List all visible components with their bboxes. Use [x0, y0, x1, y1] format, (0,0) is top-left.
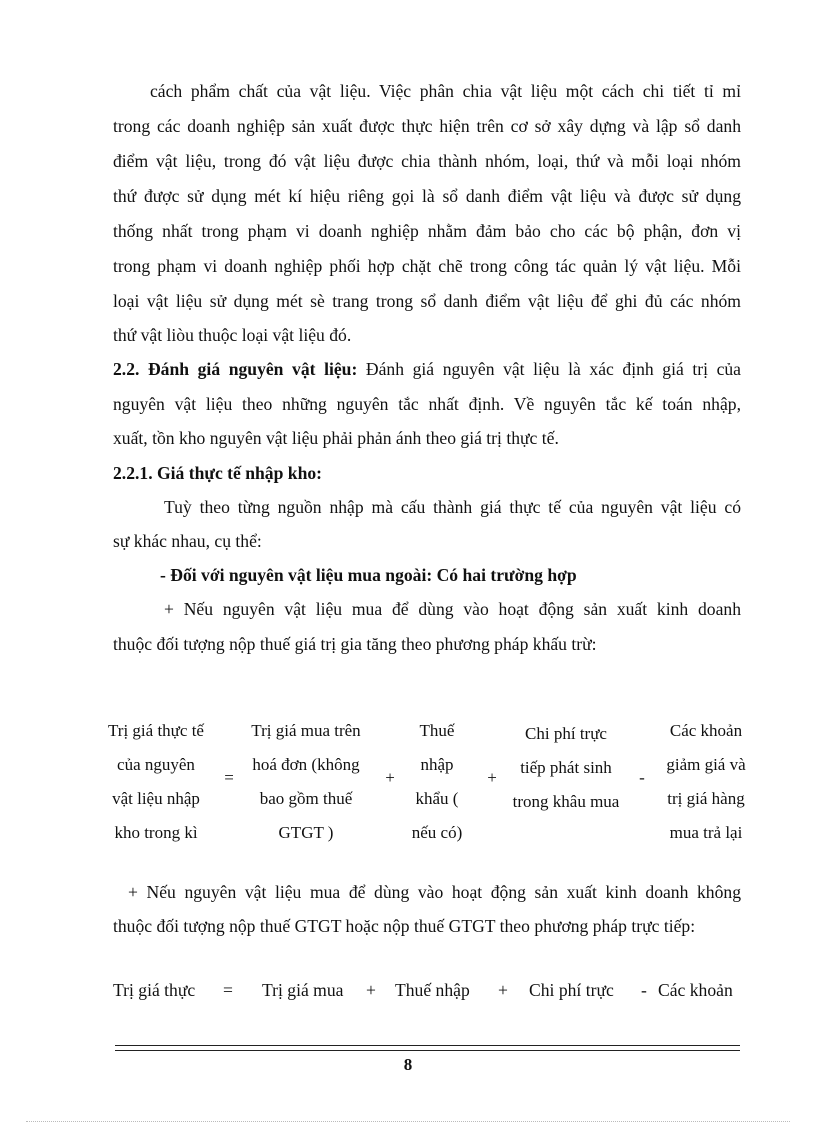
- equals-sign: =: [223, 980, 233, 1000]
- section-2-2-line: [113, 357, 741, 381]
- section-text: Đánh giá nguyên vật liệu là xác định giá trị của: [357, 359, 741, 379]
- footer-rule: [115, 1045, 740, 1046]
- paragraph-line: sự khác nhau, cụ thể:: [113, 531, 262, 551]
- paragraph-line: loại vật liệu sử dụng mét sè trang trong sổ danh điểm vật liệu để ghi đủ các nhóm: [113, 291, 741, 311]
- page-boundary: [26, 1121, 790, 1122]
- section-heading: 2.2.1. Giá thực tế nhập kho:: [113, 463, 323, 483]
- minus-sign: -: [639, 768, 645, 787]
- formula-term: Trị giá thực tế của nguyên vật liệu nhập kho trong kì: [108, 721, 204, 842]
- case-label: - Đối với nguyên vật liệu mua ngoài: Có hai trường hợp: [160, 565, 577, 585]
- paragraph-line: + Nếu nguyên vật liệu mua để dùng vào hoạt động sản xuất kinh doanh không: [128, 882, 741, 902]
- formula-term: Thuế nhập khẩu ( nếu có): [411, 721, 463, 842]
- formula-term: Thuế nhập: [395, 980, 470, 1000]
- paragraph-line: cách phẩm chất của vật liệu. Việc phân chia vật liệu một cách chi tiết tỉ mỉ: [150, 81, 741, 101]
- paragraph-line: trong các doanh nghiệp sản xuất được thực hiện trên cơ sở xây dựng và lập sổ danh: [113, 116, 741, 136]
- plus-sign: +: [366, 980, 376, 1000]
- section-heading: 2.2. Đánh giá nguyên vật liệu:: [113, 359, 358, 379]
- page-number: 8: [403, 1055, 413, 1074]
- footer-rule: [115, 1050, 740, 1051]
- paragraph-line: + Nếu nguyên vật liệu mua để dùng vào hoạt động sản xuất kinh doanh: [164, 599, 741, 619]
- minus-sign: -: [641, 980, 647, 1000]
- paragraph-line: điểm vật liệu, trong đó vật liệu được chia thành nhóm, loại, thứ và mỗi loại nhóm: [113, 151, 741, 171]
- formula-term: Các khoản: [658, 980, 733, 1000]
- formula-term: Trị giá mua: [262, 980, 344, 1000]
- formula-term: Trị giá mua trên hoá đơn (không bao gồm thuế GTGT ): [251, 721, 361, 842]
- paragraph-line: thuộc đối tượng nộp thuế GTGT hoặc nộp thuế GTGT theo phương pháp trực tiếp:: [113, 916, 696, 936]
- formula-term: Trị giá thực: [113, 980, 196, 1000]
- plus-sign: +: [385, 768, 395, 787]
- paragraph-line: xuất, tồn kho nguyên vật liệu phải phản ánh theo giá trị thực tế.: [113, 428, 559, 448]
- equals-sign: =: [224, 768, 234, 787]
- plus-sign: +: [487, 768, 497, 787]
- paragraph-line: thứ vật liòu thuộc loại vật liệu đó.: [113, 325, 352, 345]
- formula-term: Chi phí trực: [529, 980, 614, 1000]
- formula-term: Chi phí trực tiếp phát sinh trong khâu mua: [512, 724, 620, 811]
- plus-sign: +: [498, 980, 508, 1000]
- paragraph-line: nguyên vật liệu theo những nguyên tắc nhất định. Về nguyên tắc kế toán nhập,: [113, 394, 741, 414]
- paragraph-line: thứ được sử dụng mét kí hiệu riêng gọi là sổ danh điểm vật liệu và được sử dụng: [113, 186, 741, 206]
- formula-term: Các khoản giảm giá và trị giá hàng mua trả lại: [666, 721, 746, 842]
- paragraph-line: thống nhất trong phạm vi doanh nghiệp nhằm đảm bảo cho các bộ phận, đơn vị: [113, 221, 741, 241]
- paragraph-line: trong phạm vi doanh nghiệp phối hợp chặt chẽ trong công tác quản lý vật liệu. Mỗi: [113, 256, 741, 276]
- paragraph-line: thuộc đối tượng nộp thuế giá trị gia tăng theo phương pháp khấu trừ:: [113, 634, 597, 654]
- paragraph-line: Tuỳ theo từng nguồn nhập mà cấu thành giá thực tế của nguyên vật liệu có: [164, 497, 741, 517]
